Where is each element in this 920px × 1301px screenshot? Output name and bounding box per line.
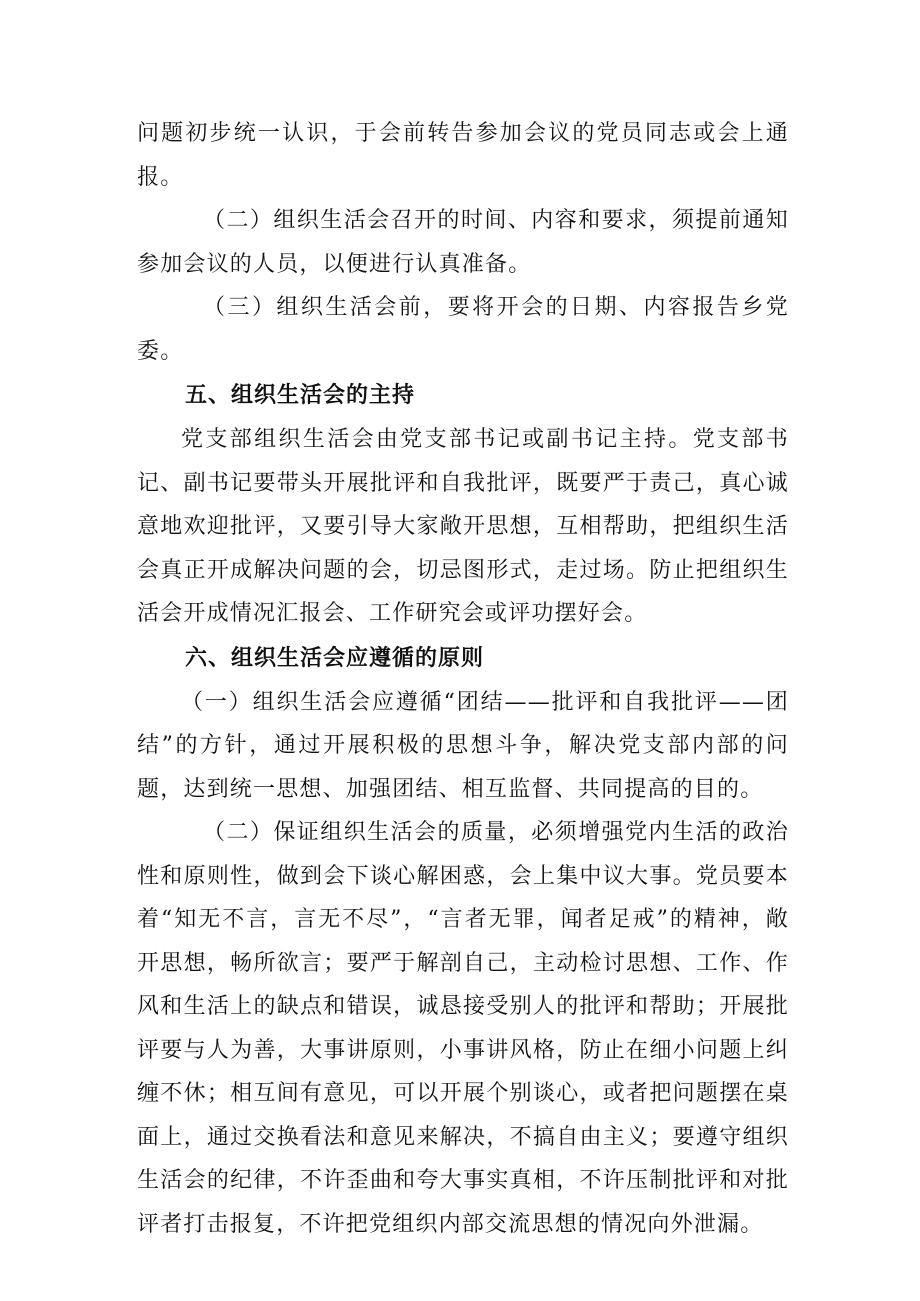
- section-heading-5: 五、组织生活会的主持: [185, 383, 416, 408]
- paragraph-principle-1: （一）组织生活会应遵循“团结——批评和自我批评——团结”的方针，通过开展积极的思想斗争，解决党支部内部的问题，达到统一思想、加强团结、相互监督、共同提高的目的。: [137, 689, 789, 802]
- section-heading-6: 六、组织生活会应遵循的原则: [185, 645, 485, 671]
- paragraph-principle-2: （二）保证组织生活会的质量，必须增强党内生活的政治性和原则性，做到会下谈心解困惑，会上集中议大事。党员要本着“知无不言，言无不尽”，“言者无罪，闻者足戒”的精神，敞开思想，畅所欲言；要严于解剖自己，主动检讨思想、工作、作风和生活上的缺点和错误，诚恳接受别人的批评和帮助；开展批评要与人为善，大事讲原则，小事讲风格，防止在细小问题上纠缠不休；相互间有意见，可以开展个别谈心，或者把问题摆在桌面上，通过交换看法和意见来解决，不搞自由主义；要遵守组织生活会的纪律，不许歪曲和夸大事实真相，不许压制批评和对批评者打击报复，不许把党组织内部交流思想的情况向外泄漏。: [137, 820, 789, 1237]
- paragraph-item-2: （二）组织生活会召开的时间、内容和要求，须提前通知参加会议的人员，以便进行认真准备。: [137, 208, 789, 277]
- paragraph-chairing: 党支部组织生活会由党支部书记或副书记主持。党支部书记、副书记要带头开展批评和自我批评，既要严于责己，真心诚意地欢迎批评，又要引导大家敞开思想，互相帮助，把组织生活会真正开成解决问题的会，切忌图形式，走过场。防止把组织生活会开成情况汇报会、工作研究会或评功摆好会。: [137, 427, 789, 626]
- paragraph-continuation: 问题初步统一认识，于会前转告参加会议的党员同志或会上通报。: [137, 121, 789, 190]
- document-page: [137, 112, 789, 1246]
- paragraph-item-3: （三）组织生活会前，要将开会的日期、内容报告乡党委。: [137, 295, 789, 364]
